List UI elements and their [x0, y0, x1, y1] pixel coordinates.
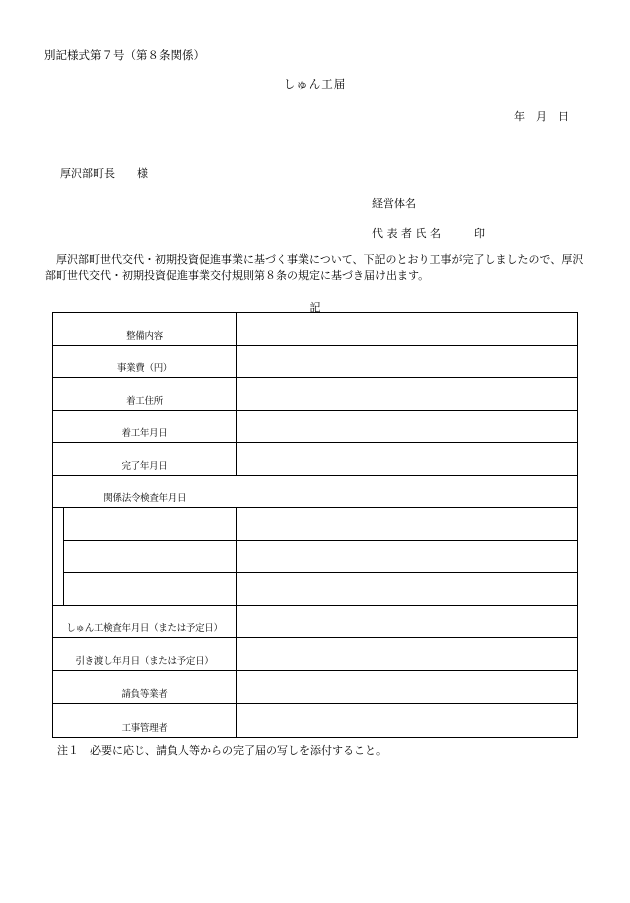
table-row [53, 313, 578, 346]
row-label: 引き渡し年月日（または予定日） [53, 638, 237, 671]
row-label: しゅん工検査年月日（または予定日） [53, 606, 237, 638]
form-number: 別記様式第７号（第８条関係） [44, 48, 205, 62]
page-title: しゅん工届 [283, 77, 347, 91]
table-row [53, 443, 578, 476]
input-cell[interactable] [237, 346, 578, 378]
form-table [52, 312, 578, 738]
table-row [53, 573, 578, 606]
date-line: 年 月 日 [514, 110, 569, 123]
footnote: 注１ 必要に応じ、請負人等からの完了届の写しを添付すること。 [57, 744, 387, 757]
indent-cell [53, 508, 64, 541]
table-row [53, 476, 578, 508]
table-row [53, 704, 578, 738]
group-header-cell [237, 476, 578, 508]
row-label: 請負等業者 [53, 671, 237, 704]
inspection-date-cell[interactable] [237, 541, 578, 573]
table-row [53, 411, 578, 443]
table-row [53, 606, 578, 638]
org-name-label: 経営体名 [372, 197, 416, 210]
table-row [53, 346, 578, 378]
row-label: 着工住所 [53, 378, 237, 411]
inspection-name-cell[interactable] [64, 541, 237, 573]
input-cell[interactable] [237, 704, 578, 738]
row-label: 完了年月日 [53, 443, 237, 476]
input-cell[interactable] [237, 313, 578, 346]
input-cell[interactable] [237, 671, 578, 704]
indent-cell [53, 573, 64, 606]
inspection-date-cell[interactable] [237, 573, 578, 606]
input-cell[interactable] [237, 638, 578, 671]
body-text: 厚沢部町世代交代・初期投資促進事業に基づく事業について、下記のとおり工事が完了しましたので、厚沢部町世代交代・初期投資促進事業交付規則第８条の規定に基づき届け出ます。 [45, 253, 584, 282]
row-label: 事業費（円） [53, 346, 237, 378]
input-cell[interactable] [237, 378, 578, 411]
table-row [53, 508, 578, 541]
input-cell[interactable] [237, 606, 578, 638]
row-label: 着工年月日 [53, 411, 237, 443]
table-row [53, 671, 578, 704]
indent-cell [53, 541, 64, 573]
ki-label: 記 [309, 301, 321, 314]
row-label: 整備内容 [53, 313, 237, 346]
table-row [53, 541, 578, 573]
inspection-name-cell[interactable] [64, 508, 237, 541]
row-label: 工事管理者 [53, 704, 237, 738]
input-cell[interactable] [237, 411, 578, 443]
table-row [53, 638, 578, 671]
input-cell[interactable] [237, 443, 578, 476]
inspection-name-cell[interactable] [64, 573, 237, 606]
inspection-date-cell[interactable] [237, 508, 578, 541]
row-label: 関係法令検査年月日 [53, 476, 237, 508]
table-row [53, 378, 578, 411]
representative-name-label: 代 表 者 氏 名 印 [372, 227, 485, 240]
addressee: 厚沢部町長 様 [60, 167, 148, 180]
